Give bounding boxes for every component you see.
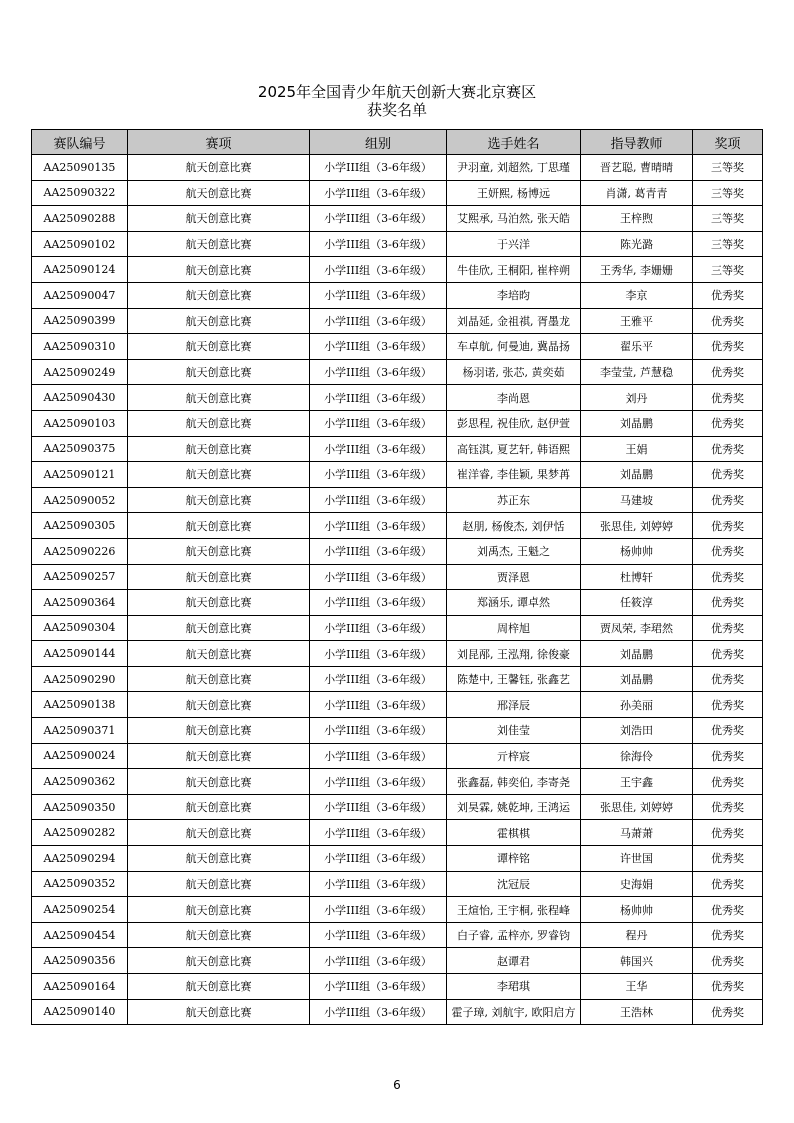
- cell-team-id: AA25090310: [32, 334, 128, 360]
- cell-event: 航天创意比赛: [128, 718, 310, 744]
- cell-event: 航天创意比赛: [128, 257, 310, 283]
- cell-players: 贾泽恩: [447, 564, 581, 590]
- cell-players: 苏正东: [447, 487, 581, 513]
- cell-award: 优秀奖: [693, 334, 763, 360]
- cell-players: 刘禹杰, 王魁之: [447, 538, 581, 564]
- cell-event: 航天创意比赛: [128, 206, 310, 232]
- cell-group: 小学III组（3-6年级）: [310, 359, 447, 385]
- cell-group: 小学III组（3-6年级）: [310, 282, 447, 308]
- cell-players: 刘佳莹: [447, 718, 581, 744]
- cell-players: 于兴洋: [447, 231, 581, 257]
- cell-teacher: 刘晶鹏: [581, 410, 693, 436]
- cell-teacher: 晋艺聪, 曹晴晴: [581, 155, 693, 181]
- cell-event: 航天创意比赛: [128, 820, 310, 846]
- cell-event: 航天创意比赛: [128, 334, 310, 360]
- cell-group: 小学III组（3-6年级）: [310, 385, 447, 411]
- cell-event: 航天创意比赛: [128, 590, 310, 616]
- cell-event: 航天创意比赛: [128, 564, 310, 590]
- cell-team-id: AA25090294: [32, 846, 128, 872]
- table-row: [32, 692, 763, 718]
- cell-award: 优秀奖: [693, 385, 763, 411]
- cell-team-id: AA25090124: [32, 257, 128, 283]
- cell-players: 沈冠辰: [447, 871, 581, 897]
- cell-teacher: 刘浩田: [581, 718, 693, 744]
- cell-award: 优秀奖: [693, 999, 763, 1025]
- cell-team-id: AA25090249: [32, 359, 128, 385]
- cell-team-id: AA25090305: [32, 513, 128, 539]
- cell-teacher: 杨帅帅: [581, 897, 693, 923]
- cell-teacher: 刘丹: [581, 385, 693, 411]
- cell-group: 小学III组（3-6年级）: [310, 769, 447, 795]
- cell-event: 航天创意比赛: [128, 666, 310, 692]
- cell-players: 谭梓铭: [447, 846, 581, 872]
- cell-event: 航天创意比赛: [128, 487, 310, 513]
- cell-event: 航天创意比赛: [128, 641, 310, 667]
- table-row: [32, 231, 763, 257]
- cell-teacher: 马萧萧: [581, 820, 693, 846]
- cell-award: 优秀奖: [693, 922, 763, 948]
- cell-award: 优秀奖: [693, 462, 763, 488]
- cell-event: 航天创意比赛: [128, 436, 310, 462]
- cell-teacher: 王秀华, 李姗姗: [581, 257, 693, 283]
- cell-team-id: AA25090356: [32, 948, 128, 974]
- cell-group: 小学III组（3-6年级）: [310, 820, 447, 846]
- table-row: [32, 820, 763, 846]
- cell-teacher: 李京: [581, 282, 693, 308]
- table-row: [32, 155, 763, 181]
- cell-teacher: 翟乐平: [581, 334, 693, 360]
- cell-award: 优秀奖: [693, 743, 763, 769]
- cell-teacher: 韩国兴: [581, 948, 693, 974]
- table-row: [32, 769, 763, 795]
- cell-teacher: 王娟: [581, 436, 693, 462]
- cell-award: 三等奖: [693, 231, 763, 257]
- cell-event: 航天创意比赛: [128, 359, 310, 385]
- cell-players: 车卓航, 何曼迪, 冀晶扬: [447, 334, 581, 360]
- cell-award: 优秀奖: [693, 564, 763, 590]
- cell-group: 小学III组（3-6年级）: [310, 999, 447, 1025]
- cell-players: 郑涵乐, 谭卓然: [447, 590, 581, 616]
- table-row: [32, 794, 763, 820]
- cell-team-id: AA25090322: [32, 180, 128, 206]
- awards-table: [31, 129, 763, 1025]
- cell-event: 航天创意比赛: [128, 974, 310, 1000]
- cell-team-id: AA25090362: [32, 769, 128, 795]
- cell-event: 航天创意比赛: [128, 743, 310, 769]
- cell-event: 航天创意比赛: [128, 180, 310, 206]
- cell-award: 优秀奖: [693, 794, 763, 820]
- cell-group: 小学III组（3-6年级）: [310, 794, 447, 820]
- cell-players: 李尚恩: [447, 385, 581, 411]
- cell-players: 亓梓宸: [447, 743, 581, 769]
- cell-teacher: 肖潇, 葛青青: [581, 180, 693, 206]
- cell-team-id: AA25090430: [32, 385, 128, 411]
- cell-teacher: 张思佳, 刘婷婷: [581, 794, 693, 820]
- cell-group: 小学III组（3-6年级）: [310, 334, 447, 360]
- table-row: [32, 718, 763, 744]
- cell-players: 王妍熙, 杨博远: [447, 180, 581, 206]
- cell-players: 李珺琪: [447, 974, 581, 1000]
- cell-team-id: AA25090257: [32, 564, 128, 590]
- table-row: [32, 615, 763, 641]
- cell-players: 刘昊霖, 姚乾坤, 王鸿运: [447, 794, 581, 820]
- cell-event: 航天创意比赛: [128, 999, 310, 1025]
- table-row: [32, 743, 763, 769]
- cell-players: 刘晶延, 金祖祺, 胥墨龙: [447, 308, 581, 334]
- cell-group: 小学III组（3-6年级）: [310, 692, 447, 718]
- cell-event: 航天创意比赛: [128, 692, 310, 718]
- cell-award: 优秀奖: [693, 436, 763, 462]
- cell-players: 周梓旭: [447, 615, 581, 641]
- cell-award: 三等奖: [693, 257, 763, 283]
- cell-group: 小学III组（3-6年级）: [310, 231, 447, 257]
- cell-teacher: 杨帅帅: [581, 538, 693, 564]
- cell-players: 崔洋睿, 李佳颖, 果梦苒: [447, 462, 581, 488]
- table-row: [32, 334, 763, 360]
- cell-teacher: 王梓煦: [581, 206, 693, 232]
- cell-team-id: AA25090282: [32, 820, 128, 846]
- cell-group: 小学III组（3-6年级）: [310, 897, 447, 923]
- cell-group: 小学III组（3-6年级）: [310, 538, 447, 564]
- cell-teacher: 孙美丽: [581, 692, 693, 718]
- cell-event: 航天创意比赛: [128, 922, 310, 948]
- cell-event: 航天创意比赛: [128, 538, 310, 564]
- cell-teacher: 张思佳, 刘婷婷: [581, 513, 693, 539]
- cell-players: 霍子璋, 刘航宇, 欧阳启方: [447, 999, 581, 1025]
- cell-team-id: AA25090135: [32, 155, 128, 181]
- cell-teacher: 杜博轩: [581, 564, 693, 590]
- cell-award: 优秀奖: [693, 641, 763, 667]
- cell-group: 小学III组（3-6年级）: [310, 846, 447, 872]
- table-header-row: [32, 130, 763, 155]
- header-players: 选手姓名: [447, 130, 581, 155]
- cell-group: 小学III组（3-6年级）: [310, 948, 447, 974]
- cell-teacher: 任筱淳: [581, 590, 693, 616]
- cell-group: 小学III组（3-6年级）: [310, 462, 447, 488]
- cell-award: 优秀奖: [693, 692, 763, 718]
- cell-players: 李培昀: [447, 282, 581, 308]
- cell-award: 优秀奖: [693, 487, 763, 513]
- cell-players: 王煊怡, 王宇桐, 张程峰: [447, 897, 581, 923]
- cell-team-id: AA25090304: [32, 615, 128, 641]
- cell-event: 航天创意比赛: [128, 769, 310, 795]
- cell-team-id: AA25090399: [32, 308, 128, 334]
- cell-team-id: AA25090454: [32, 922, 128, 948]
- table-row: [32, 999, 763, 1025]
- header-award: 奖项: [693, 130, 763, 155]
- cell-award: 三等奖: [693, 206, 763, 232]
- header-group: 组别: [310, 130, 447, 155]
- table-row: [32, 206, 763, 232]
- cell-event: 航天创意比赛: [128, 794, 310, 820]
- cell-team-id: AA25090254: [32, 897, 128, 923]
- cell-team-id: AA25090290: [32, 666, 128, 692]
- cell-award: 优秀奖: [693, 513, 763, 539]
- cell-team-id: AA25090371: [32, 718, 128, 744]
- table-row: [32, 513, 763, 539]
- cell-teacher: 史海娟: [581, 871, 693, 897]
- cell-group: 小学III组（3-6年级）: [310, 615, 447, 641]
- table-row: [32, 871, 763, 897]
- cell-event: 航天创意比赛: [128, 897, 310, 923]
- cell-award: 优秀奖: [693, 718, 763, 744]
- cell-teacher: 陈光潞: [581, 231, 693, 257]
- cell-team-id: AA25090164: [32, 974, 128, 1000]
- cell-award: 优秀奖: [693, 410, 763, 436]
- cell-teacher: 刘晶鹏: [581, 666, 693, 692]
- cell-award: 三等奖: [693, 180, 763, 206]
- cell-players: 白子睿, 孟梓亦, 罗睿钧: [447, 922, 581, 948]
- table-body: [32, 155, 763, 1025]
- cell-event: 航天创意比赛: [128, 385, 310, 411]
- cell-team-id: AA25090024: [32, 743, 128, 769]
- cell-group: 小学III组（3-6年级）: [310, 590, 447, 616]
- cell-team-id: AA25090052: [32, 487, 128, 513]
- table-row: [32, 282, 763, 308]
- cell-players: 彭思程, 祝佳欣, 赵伊萱: [447, 410, 581, 436]
- cell-award: 优秀奖: [693, 538, 763, 564]
- cell-players: 赵朋, 杨俊杰, 刘伊恬: [447, 513, 581, 539]
- cell-players: 陈楚中, 王馨钰, 张鑫艺: [447, 666, 581, 692]
- cell-event: 航天创意比赛: [128, 513, 310, 539]
- cell-group: 小学III组（3-6年级）: [310, 513, 447, 539]
- document-subtitle: 获奖名单: [366, 101, 427, 119]
- cell-team-id: AA25090140: [32, 999, 128, 1025]
- table-row: [32, 666, 763, 692]
- cell-award: 优秀奖: [693, 948, 763, 974]
- table-row: [32, 846, 763, 872]
- cell-team-id: AA25090350: [32, 794, 128, 820]
- cell-group: 小学III组（3-6年级）: [310, 180, 447, 206]
- table-row: [32, 538, 763, 564]
- cell-teacher: 王雅平: [581, 308, 693, 334]
- cell-event: 航天创意比赛: [128, 231, 310, 257]
- cell-teacher: 程丹: [581, 922, 693, 948]
- cell-team-id: AA25090138: [32, 692, 128, 718]
- table-row: [32, 974, 763, 1000]
- cell-teacher: 许世国: [581, 846, 693, 872]
- cell-event: 航天创意比赛: [128, 308, 310, 334]
- cell-award: 优秀奖: [693, 769, 763, 795]
- table-row: [32, 257, 763, 283]
- table-row: [32, 922, 763, 948]
- table-row: [32, 436, 763, 462]
- cell-teacher: 刘晶鹏: [581, 462, 693, 488]
- table-row: [32, 590, 763, 616]
- cell-award: 优秀奖: [693, 590, 763, 616]
- cell-teacher: 王宇鑫: [581, 769, 693, 795]
- cell-group: 小学III组（3-6年级）: [310, 155, 447, 181]
- table-row: [32, 487, 763, 513]
- cell-teacher: 王浩林: [581, 999, 693, 1025]
- cell-event: 航天创意比赛: [128, 462, 310, 488]
- cell-group: 小学III组（3-6年级）: [310, 743, 447, 769]
- table-row: [32, 385, 763, 411]
- cell-team-id: AA25090226: [32, 538, 128, 564]
- table-row: [32, 564, 763, 590]
- cell-teacher: 徐海伶: [581, 743, 693, 769]
- cell-group: 小学III组（3-6年级）: [310, 564, 447, 590]
- cell-award: 优秀奖: [693, 308, 763, 334]
- table-row: [32, 948, 763, 974]
- cell-players: 邢泽辰: [447, 692, 581, 718]
- cell-award: 优秀奖: [693, 615, 763, 641]
- cell-team-id: AA25090364: [32, 590, 128, 616]
- cell-players: 艾熙承, 马泊然, 张天皓: [447, 206, 581, 232]
- cell-teacher: 刘晶鹏: [581, 641, 693, 667]
- page-number: 6: [393, 1078, 401, 1092]
- cell-team-id: AA25090103: [32, 410, 128, 436]
- cell-award: 优秀奖: [693, 897, 763, 923]
- cell-players: 杨羽诺, 张芯, 黄奕茹: [447, 359, 581, 385]
- cell-award: 优秀奖: [693, 871, 763, 897]
- header-event: 赛项: [128, 130, 310, 155]
- cell-group: 小学III组（3-6年级）: [310, 487, 447, 513]
- cell-event: 航天创意比赛: [128, 615, 310, 641]
- table-row: [32, 641, 763, 667]
- cell-players: 赵谭君: [447, 948, 581, 974]
- cell-event: 航天创意比赛: [128, 871, 310, 897]
- cell-award: 优秀奖: [693, 282, 763, 308]
- cell-award: 优秀奖: [693, 666, 763, 692]
- cell-award: 优秀奖: [693, 820, 763, 846]
- cell-group: 小学III组（3-6年级）: [310, 308, 447, 334]
- cell-teacher: 贾凤荣, 李珺然: [581, 615, 693, 641]
- cell-group: 小学III组（3-6年级）: [310, 718, 447, 744]
- cell-team-id: AA25090102: [32, 231, 128, 257]
- cell-players: 霍棋棋: [447, 820, 581, 846]
- table-row: [32, 410, 763, 436]
- cell-team-id: AA25090121: [32, 462, 128, 488]
- cell-team-id: AA25090352: [32, 871, 128, 897]
- table-row: [32, 308, 763, 334]
- document-title: 2025年全国青少年航天创新大赛北京赛区: [257, 83, 537, 101]
- cell-group: 小学III组（3-6年级）: [310, 666, 447, 692]
- cell-players: 张鑫磊, 韩奕伯, 李寄尧: [447, 769, 581, 795]
- cell-award: 优秀奖: [693, 359, 763, 385]
- cell-players: 牛佳欣, 王桐阳, 崔梓朔: [447, 257, 581, 283]
- table-row: [32, 180, 763, 206]
- cell-award: 优秀奖: [693, 974, 763, 1000]
- cell-group: 小学III组（3-6年级）: [310, 257, 447, 283]
- table-row: [32, 897, 763, 923]
- table-row: [32, 462, 763, 488]
- cell-players: 尹羽童, 刘超然, 丁思瑾: [447, 155, 581, 181]
- header-teacher: 指导教师: [581, 130, 693, 155]
- header-team-id: 赛队编号: [32, 130, 128, 155]
- cell-team-id: AA25090288: [32, 206, 128, 232]
- cell-group: 小学III组（3-6年级）: [310, 410, 447, 436]
- cell-group: 小学III组（3-6年级）: [310, 974, 447, 1000]
- cell-group: 小学III组（3-6年级）: [310, 436, 447, 462]
- cell-event: 航天创意比赛: [128, 846, 310, 872]
- table-row: [32, 359, 763, 385]
- cell-team-id: AA25090144: [32, 641, 128, 667]
- cell-event: 航天创意比赛: [128, 155, 310, 181]
- cell-teacher: 李莹莹, 芦慧稳: [581, 359, 693, 385]
- cell-event: 航天创意比赛: [128, 282, 310, 308]
- cell-group: 小学III组（3-6年级）: [310, 871, 447, 897]
- cell-team-id: AA25090047: [32, 282, 128, 308]
- cell-players: 刘昆邴, 王泓翔, 徐俊豪: [447, 641, 581, 667]
- cell-group: 小学III组（3-6年级）: [310, 206, 447, 232]
- cell-group: 小学III组（3-6年级）: [310, 922, 447, 948]
- cell-award: 优秀奖: [693, 846, 763, 872]
- cell-teacher: 王华: [581, 974, 693, 1000]
- cell-group: 小学III组（3-6年级）: [310, 641, 447, 667]
- cell-event: 航天创意比赛: [128, 410, 310, 436]
- cell-teacher: 马建坡: [581, 487, 693, 513]
- cell-players: 高钰淇, 夏艺轩, 韩语熙: [447, 436, 581, 462]
- cell-award: 三等奖: [693, 155, 763, 181]
- cell-team-id: AA25090375: [32, 436, 128, 462]
- cell-event: 航天创意比赛: [128, 948, 310, 974]
